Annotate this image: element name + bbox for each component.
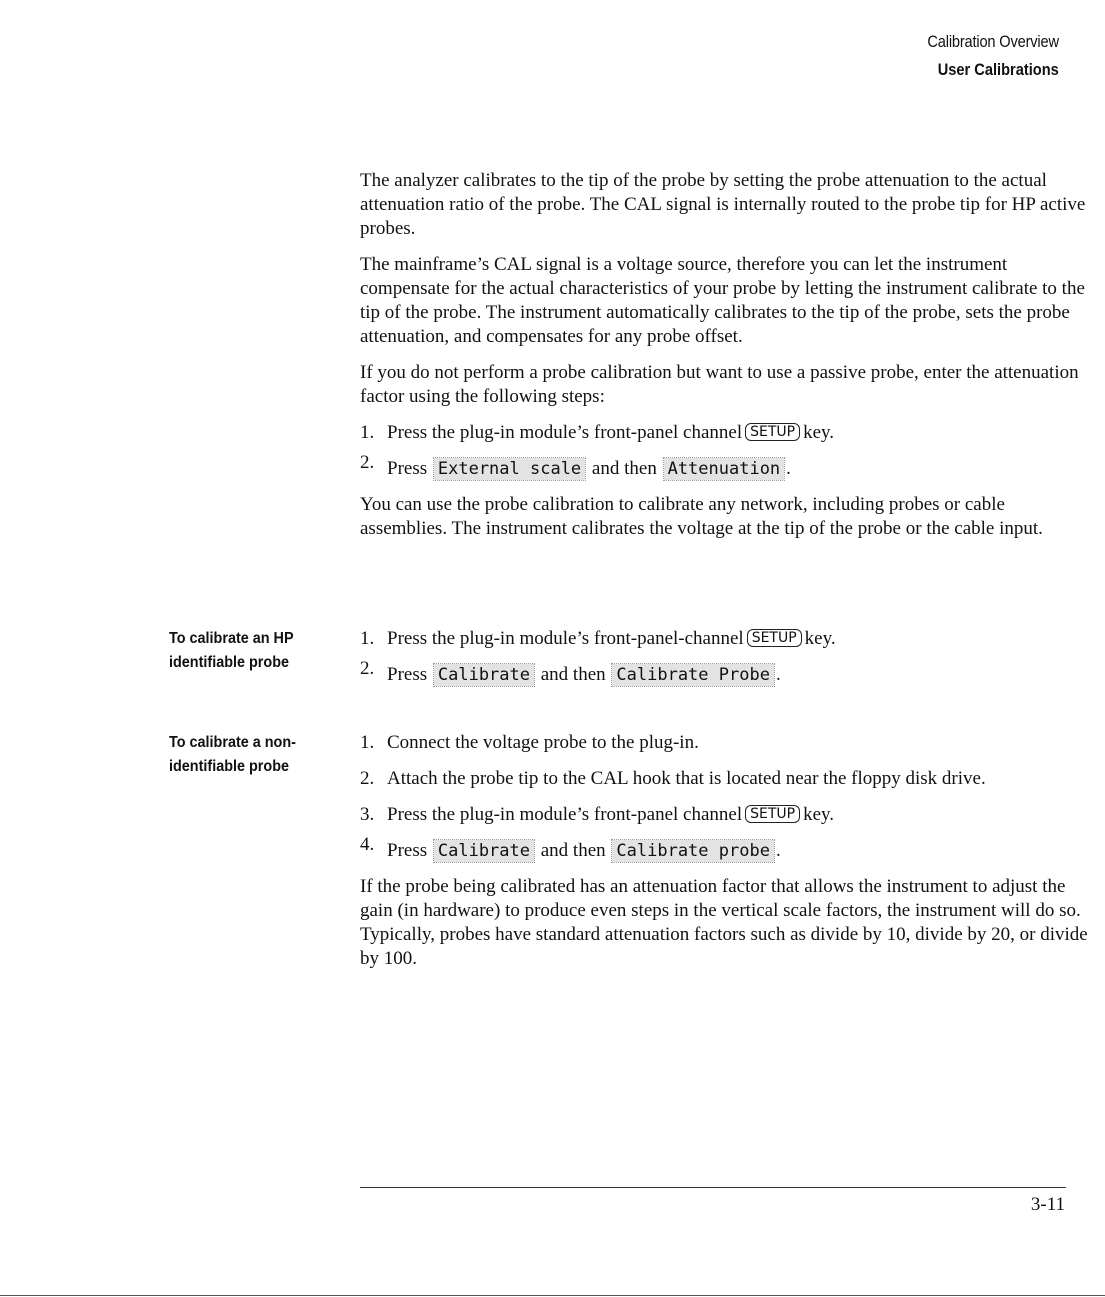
step-text: Connect the voltage probe to the plug-in. xyxy=(387,732,699,753)
step-text: Press the plug-in module’s front-panel channel xyxy=(387,804,743,825)
calibrate-softkey: Calibrate xyxy=(434,664,534,686)
calibrate-softkey: Calibrate xyxy=(434,840,534,862)
final-paragraph: If the probe being calibrated has an attenuation factor that allows the instrument to adjust the gain (in hardware) to produce even steps in the vertical scale factors, the instrument will do so. Typically, probes have standard attenuation factors such as divide by 10, divide by 20, or divide by 100. xyxy=(360,876,1088,969)
step-text-end: key. xyxy=(804,628,836,649)
step-text: Press the plug-in module’s front-panel-channel xyxy=(387,628,744,649)
non-id-step-4 xyxy=(360,834,1090,863)
step-number: 2. xyxy=(360,452,375,473)
hp-probe-label: To calibrate an HP identifiable probe xyxy=(169,630,294,671)
intro-paragraph-1: The analyzer calibrates to the tip of the probe by setting the probe attenuation to the actual attenuation ratio of the probe. The CAL signal is internally routed to the probe tip for HP active probes. xyxy=(360,170,1086,239)
hp-probe-step-2 xyxy=(360,658,1090,687)
intro-step-1 xyxy=(360,421,1090,445)
step-number: 2. xyxy=(360,658,375,679)
page-bottom-edge xyxy=(0,1295,1105,1296)
intro-paragraph-3: If you do not perform a probe calibration but want to use a passive probe, enter the attenuation factor using the following steps: xyxy=(360,362,1079,407)
intro-paragraph-2: The mainframe’s CAL signal is a voltage source, therefore you can let the instrument compensate for the actual characteristics of your probe by letting the instrument calibrate to the tip of the probe. The instrument automatically calibrates to the tip of the probe, sets the probe attenuation, and compensates for any probe offset. xyxy=(360,254,1085,347)
step-number: 4. xyxy=(360,834,375,855)
setup-key: SETUP xyxy=(745,805,800,823)
intro-section xyxy=(360,169,1090,553)
step-and-then: and then xyxy=(591,458,657,479)
intro-step-2 xyxy=(360,452,1090,481)
non-id-step-1 xyxy=(360,731,1090,755)
step-number: 1. xyxy=(360,732,375,753)
step-number: 1. xyxy=(360,628,375,649)
step-number: 3. xyxy=(360,804,375,825)
step-end: . xyxy=(775,840,781,861)
step-text: Attach the probe tip to the CAL hook that is located near the floppy disk drive. xyxy=(387,768,986,789)
step-text-end: key. xyxy=(803,804,835,825)
step-press: Press xyxy=(387,664,428,685)
step-press: Press xyxy=(387,840,428,861)
step-text: Press the plug-in module’s front-panel channel xyxy=(387,422,743,443)
step-end: . xyxy=(786,458,791,479)
step-and-then: and then xyxy=(540,840,606,861)
calibrate-probe-softkey: Calibrate Probe xyxy=(612,664,774,686)
non-id-step-3 xyxy=(360,803,1090,827)
non-identifiable-probe-label: To calibrate a non-identifiable probe xyxy=(169,734,296,775)
setup-key: SETUP xyxy=(745,423,800,441)
hp-probe-section xyxy=(360,627,1090,699)
non-identifiable-probe-section xyxy=(360,731,1090,971)
step-press: Press xyxy=(387,458,428,479)
attenuation-softkey: Attenuation xyxy=(664,458,785,480)
calibrate-probe-softkey: Calibrate probe xyxy=(612,840,774,862)
step-end: . xyxy=(775,664,781,685)
page-number: 3-11 xyxy=(1030,1194,1065,1215)
setup-key: SETUP xyxy=(747,629,802,647)
external-scale-softkey: External scale xyxy=(434,458,585,480)
header-section-title: Calibration Overview xyxy=(927,32,1059,51)
header-subsection-title: User Calibrations xyxy=(937,60,1059,79)
step-and-then: and then xyxy=(540,664,606,685)
step-number: 2. xyxy=(360,768,375,789)
intro-paragraph-4: You can use the probe calibration to calibrate any network, including probes or cable assemblies. The instrument calibrates the voltage at the tip of the probe or the cable input. xyxy=(360,494,1043,539)
footer-rule xyxy=(360,1187,1066,1188)
non-id-step-2 xyxy=(360,767,1090,791)
step-text-end: key. xyxy=(803,422,835,443)
step-number: 1. xyxy=(360,422,375,443)
hp-probe-step-1 xyxy=(360,627,1090,651)
